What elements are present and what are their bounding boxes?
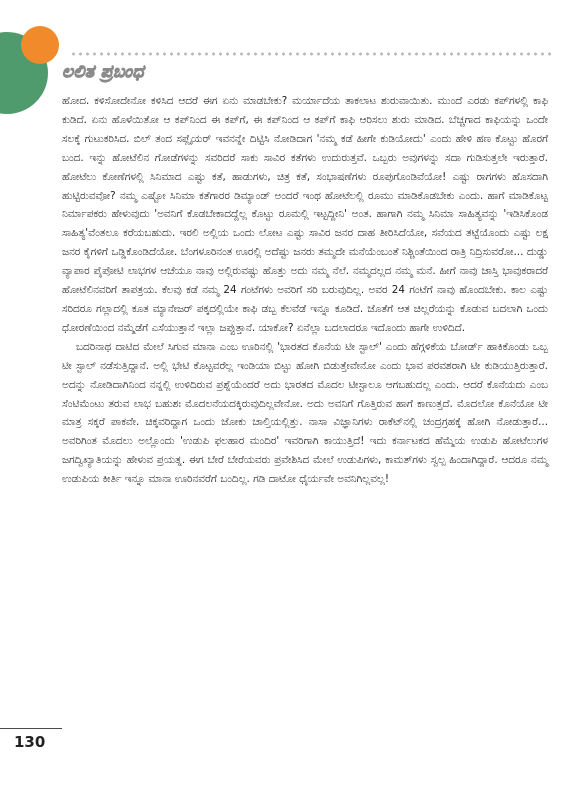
decorative-orange-circle <box>21 26 59 64</box>
page-number-rule <box>0 728 62 729</box>
dotted-header-rule <box>70 52 555 56</box>
paragraph-2: ಬದರಿನಾಥ ದಾಟಿದ ಮೇಲೆ ಸಿಗುವ ಮಾನಾ ಎಂಬ ಊರಿನಲ್ಲಿ 'ಭಾರತದ ಕೊನೆಯ ಟೀ ಸ್ಟಾಲ್' ಎಂದು ಹೆಗ್ಗಳಿಕೆಯ ಬೋರ್ಡ್ ಹಾಕಿಕೊಂಡು ಒಬ್ಬ ಟೀ ಸ್ಟಾಲ್ ನಡೆಸುತ್ತಿದ್ದಾನೆ. ಅಲ್ಲಿ ಭೇಟಿ ಕೊಟ್ಟವರೆಲ್ಲ ಇಂಡಿಯಾ ಬಿಟ್ಟು ಹೋಗಿ ಬಿಡುತ್ತೇವೇನೋ ಎಂದು ಭಾವ ಪರವಶರಾಗಿ ಟೀ ಕುಡಿಯುತ್ತಿರುತ್ತಾರೆ. ಅದನ್ನು ನೋಡಿದಾಗಿನಿಂದ ನನ್ನಲ್ಲಿ ಉಳಿದಿರುವ ಪ್ರಶ್ನೆಯೆಂದರೆ ಅದು ಭಾರತದ ಮೊದಲ ಟೀಸ್ಟಾಲೂ ಆಗಬಹುದಲ್ಲ ಎಂದು. ಆದರೆ ಕೊನೆಯದು ಎಂಬ ಸೆಂಟಿಮೆಂಟು ತರುವ ಲಾಭ ಬಹುಶಃ ಮೊದಲನೆಯದಕ್ಕಿರುವುದಿಲ್ಲವೇನೋ. ಅದು ಅವನಿಗೆ ಗೊತ್ತಿರುವ ಹಾಗೆ ಕಾಣುತ್ತದೆ. ಮೊದಲೋ ಕೊನೆಯೋ ಟೀ ಮಾತ್ರ ಸಕ್ಕರೆ ಪಾಕವೇ. ಚಿಕ್ಕವರಿದ್ದಾಗ ಒಂದು ಜೋಕು ಚಾಲ್ತಿಯಲ್ಲಿತ್ತು. ನಾಸಾ ವಿಜ್ಞಾನಿಗಳು ರಾಕೆಟ್‌ನಲ್ಲಿ ಚಂದ್ರಗ್ರಹಕ್ಕೆ ಹೋಗಿ ನೋಡುತ್ತಾರೆ... ಅವರಿಗಿಂತ ಮೊದಲು ಅಲ್ಲೊಂದು 'ಉಡುಪಿ ಫಲಹಾರ ಮಂದಿರ' ಇವರಿಗಾಗಿ ಕಾಯುತ್ತಿದೆ! ಇದು ಕರ್ನಾಟಕದ ಹೆಮ್ಮೆಯ ಉಡುಪಿ ಹೋಟೆಲುಗಳ ಜಗದ್ವಿಖ್ಯಾತಿಯನ್ನು ಹೇಳುವ ಪ್ರಯತ್ನ. ಈಗ ಬೇರೆ ಬೇರೆಯವರು ಪ್ರವೇಶಿಸಿದ ಮೇಲೆ ಉಡುಪಿಗಳು, ಕಾಮತ್‌ಗಳು ಸ್ವಲ್ಪ ಹಿಂದಾಗಿದ್ದಾರೆ. ಆದರೂ ನಮ್ಮ ಉಡುಪಿಯ ಕೀರ್ತಿ ಇನ್ನೂ ಮಾನಾ ಊರಿನವರೆಗೆ ಬಂದಿಲ್ಲ. ಗಡಿ ದಾಟೋ ಧೈರ್ಯವೇ ಅವನಿಗಿಲ್ಲವಲ್ಲ! <box>62 340 548 486</box>
page-number: 130 <box>14 733 46 751</box>
paragraph-1: ಹೋದ. ಕಳಿಸೋದೇನೋ ಕಳಿಸಿದ ಆದರೆ ಈಗ ಏನು ಮಾಡಬೇಕು? ಮರ್ಯಾದೆಯ ತಾಕಲಾಟ ಶುರುವಾಯಿತು. ಮುಂದೆ ಎರಡು ಕಪ್‌ಗಳಲ್ಲಿ ಕಾಫಿ ಕುಡಿದೆ. ಏನು ಹೊಳೆಯಿತೋ ಆ ಕಪ್‌ನಿಂದ ಈ ಕಪ್‌ಗೆ, ಈ ಕಪ್‌ನಿಂದ ಆ ಕಪ್‌ಗೆ ಕಾಫಿ ಆರಿಸಲು ಶುರು ಮಾಡಿದ. ಬೆಚ್ಚಗಾದ ಕಾಫಿಯನ್ನು ಒಂದೇ ಸಲಕ್ಕೆ ಗುಟುಕರಿಸಿದ. ಬಿಲ್ ತಂದ ಸಪ್ಲೈಯರ್ ಇವನನ್ನೇ ದಿಟ್ಟಿಸಿ ನೋಡಿದಾಗ 'ನಮ್ಮ ಕಡೆ ಹೀಗೇ ಕುಡಿಯೋದು' ಎಂದು ಹೇಳಿ ಹಣ ಕೊಟ್ಟು ಹೊರಗೆ ಬಂದ. ಇನ್ನು ಹೋಟೆಲಿನ ಗೋಡೆಗಳನ್ನು ಸವರಿದರೆ ಸಾಕು ಸಾವಿರ ಕತೆಗಳು ಉದುರುತ್ತವೆ. ಒಬ್ಬರು ಅವುಗಳನ್ನು ಸದಾ ಗುಡಿಸುತ್ತಲೇ ಇರುತ್ತಾರೆ. ಹೋಟೆಲು ಕೋಣೆಗಳಲ್ಲಿ ಸಿನಿಮಾದ ಎಷ್ಟು ಕತೆ, ಹಾಡುಗಳು, ಚಿತ್ರ ಕತೆ, ಸಂಭಾಷಣೆಗಳು ರೂಪುಗೊಂಡಿವೆಯೋ! ಎಷ್ಟು ರಾಗಗಳು ಹೊಸದಾಗಿ ಹುಟ್ಟಿರುವವೋ? ನಮ್ಮ ಎಷ್ಟೋ ಸಿನಿಮಾ ಕತೆಗಾರರ ಡಿಮ್ಯಾಂಡ್ ಅಂದರೆ ಇಂಥ ಹೋಟೆಲಲ್ಲಿ ರೂಮು ಮಾಡಿಕೊಡಬೇಕು ಎಂದು. ಹಾಗೆ ಮಾಡಿಕೊಟ್ಟ ನಿರ್ಮಾಪಕರು ಹೇಳುವುದು 'ಅವನಿಗೆ ಕೊಡಬೇಕಾದದ್ದೆಲ್ಲ ಕೊಟ್ಟು ರೂಮಲ್ಲಿ ಇಟ್ಟದ್ದೀನಿ' ಅಂತ. ಹಾಗಾಗಿ ನಮ್ಮ ಸಿನಿಮಾ ಸಾಹಿತ್ಯವನ್ನು 'ಇಡಿಸಿಕೊಂಡ ಸಾಹಿತ್ಯ'ವೆಂತಲೂ ಕರೆಯಬಹುದು. ಇರಲಿ ಅಲ್ಲಿಯ ಒಂದು ಲೋಟ ಎಷ್ಟು ಸಾವಿರ ಜನರ ದಾಹ ತೀರಿಸಿದೆಯೋ, ಸವೆಯದ ತಟ್ಟೆಯೊಂದು ಎಷ್ಟು ಲಕ್ಷ ಜನರ ಕೈಗಳಿಗೆ ಒಡ್ಡಿಕೊಂಡಿದೆಯೋ. ಬೆಂಗಳೂರಿನಂತ ಊರಲ್ಲಿ ಅದೆಷ್ಟು ಜನರು ತಮ್ಮದೇ ಮನೆಯೆಂಬಂತೆ ನಿಶ್ಚಿಂತೆಯಿಂದ ರಾತ್ರಿ ನಿದ್ರಿಸುವರೋ... ದುಡ್ಡು ವ್ಯಾಪಾರ ಪೈಪೋಟಿ ಲಾಭಗಳ ಆಚೆಯೂ ನಾವು ಅಲ್ಲಿರುವಷ್ಟು ಹೊತ್ತು ಅದು ನಮ್ಮ ನೆಲೆ. ನಮ್ಮದಲ್ಲದ ನಮ್ಮ ಮನೆ. ಹೀಗೆ ನಾವು ಜಾಸ್ತಿ ಭಾವುಕರಾದರೆ ಹೋಟೆಲಿನವರಿಗೆ ತಾಪತ್ರಯ. ಕೆಲವು ಕಡೆ ನಮ್ಮ 24 ಗಂಟೆಗಳು ಅವರಿಗೆ ಸರಿ ಬರುವುದಿಲ್ಲ. ಅವರ 24 ಗಂಟೆಗೆ ನಾವು ಹೊಂದಬೇಕು. ಕಾಲ ಎಷ್ಟು ಸರಿದರೂ ಗಲ್ಲಾದಲ್ಲಿ ಕೂತ ಮ್ಯಾನೇಜರ್ ಪಕ್ಕದಲ್ಲಿಯೇ ಕಾಫಿ ಡಬ್ಬ ಕೆಲವೆಡೆ ಇನ್ನೂ ಕೂಡಿದೆ. ಜೊತೆಗೆ ಆತ ಚಿಲ್ಲರೆಯನ್ನು ಕೊಡುವ ಬದಲಾಗಿ ಒಂದು ಧೋರಣೆಯಿಂದ ನಮ್ಮೆಡೆಗೆ ಎಸೆಯುತ್ತಾನೆ ಇಲ್ಲಾ ಜಪ್ಪುತ್ತಾನೆ. ಯಾಕೋ? ಏನೆಲ್ಲಾ ಬದಲಾದರೂ ಇದೊಂದು ಹಾಗೇ ಉಳಿದಿದೆ. <box>62 95 548 334</box>
article-body <box>62 92 548 489</box>
section-title: ಲಲಿತ ಪ್ರಬಂಧ <box>62 62 144 82</box>
